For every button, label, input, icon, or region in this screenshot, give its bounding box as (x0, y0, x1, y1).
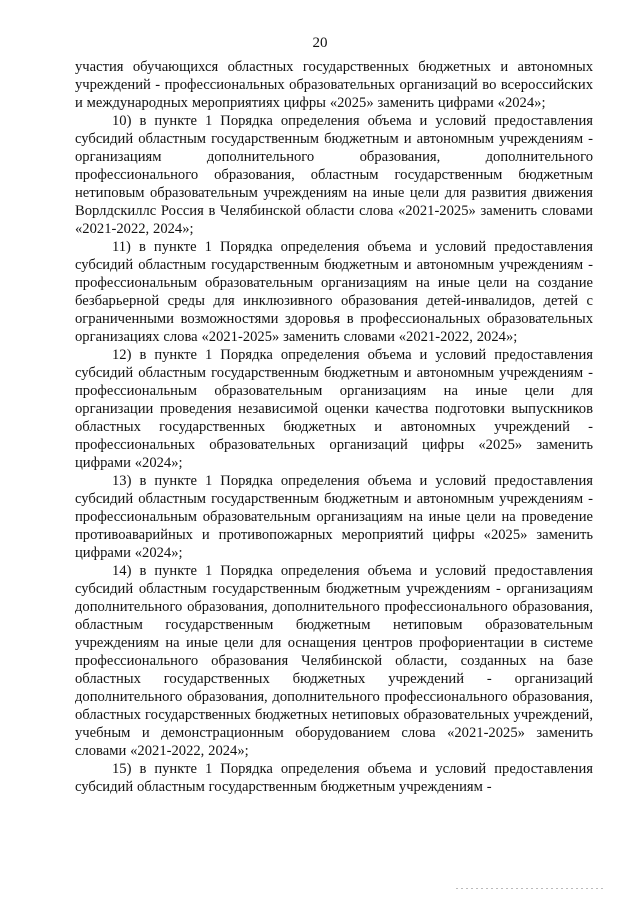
page-number: 20 (312, 35, 328, 51)
paragraph-item-11: 11) в пункте 1 Порядка определения объема и условий предоставления субсидий областным государственным бюджетным и автономным учреждениям - профессиональным образовательным организациям на иные цели на создание безбарьерной среды для инклюзивного образования детей-инвалидов, детей с ограниченными возможностями здоровья в профессиональных образовательных организациях слова «2021-2025» заменить словами «2021-2022, 2024»; (75, 239, 593, 345)
paragraph-item-12: 12) в пункте 1 Порядка определения объема и условий предоставления субсидий областным государственным бюджетным и автономным учреждениям - профессиональным образовательным организациям на иные цели для организации проведения независимой оценки качества подготовки выпускников областных государственных бюджетных и автономных учреждений - профессиональных образовательных организаций цифры «2025» заменить цифрами «2024»; (75, 347, 593, 471)
paragraph-continuation: участия обучающихся областных государственных бюджетных и автономных учреждений - профессиональных образовательных организаций во всероссийских и международных мероприятиях цифры «2025» заменить цифрами «2024»; (75, 59, 593, 111)
paragraph-item-14: 14) в пункте 1 Порядка определения объема и условий предоставления субсидий областным государственным бюджетным учреждениям - организациям дополнительного образования, дополнительного профессионального образования, областным государственным бюджетным нетиповым образовательным учреждениям на иные цели для оснащения центров профориентации в системе профессионального образования Челябинской области, созданных на базе областных государственных бюджетных учреждений - организаций дополнительного образования, дополнительного профессионального образования, областных государственных бюджетных нетиповых образовательных учреждений, учебным и демонстрационным оборудованием слова «2021-2025» заменить словами «2021-2022, 2024»; (75, 563, 593, 759)
paragraph-item-13: 13) в пункте 1 Порядка определения объема и условий предоставления субсидий областным государственным бюджетным и автономным учреждениям - профессиональным образовательным организациям на иные цели на проведение противоаварийных и противопожарных мероприятий цифры «2025» заменить цифрами «2024»; (75, 473, 593, 561)
paragraph-item-15: 15) в пункте 1 Порядка определения объема и условий предоставления субсидий областным государственным бюджетным учреждениям - (75, 761, 593, 795)
scan-artifact-marks (456, 888, 606, 892)
paragraph-item-10: 10) в пункте 1 Порядка определения объема и условий предоставления субсидий областным государственным бюджетным и автономным учреждениям - организациям дополнительного образования, дополнительного профессионального образования, областным государственным бюджетным нетиповым образовательным учреждениям на иные цели для развития движения Ворлдскиллс Россия в Челябинской области слова «2021-2025» заменить словами «2021-2022, 2024»; (75, 113, 593, 237)
document-body (75, 58, 593, 796)
